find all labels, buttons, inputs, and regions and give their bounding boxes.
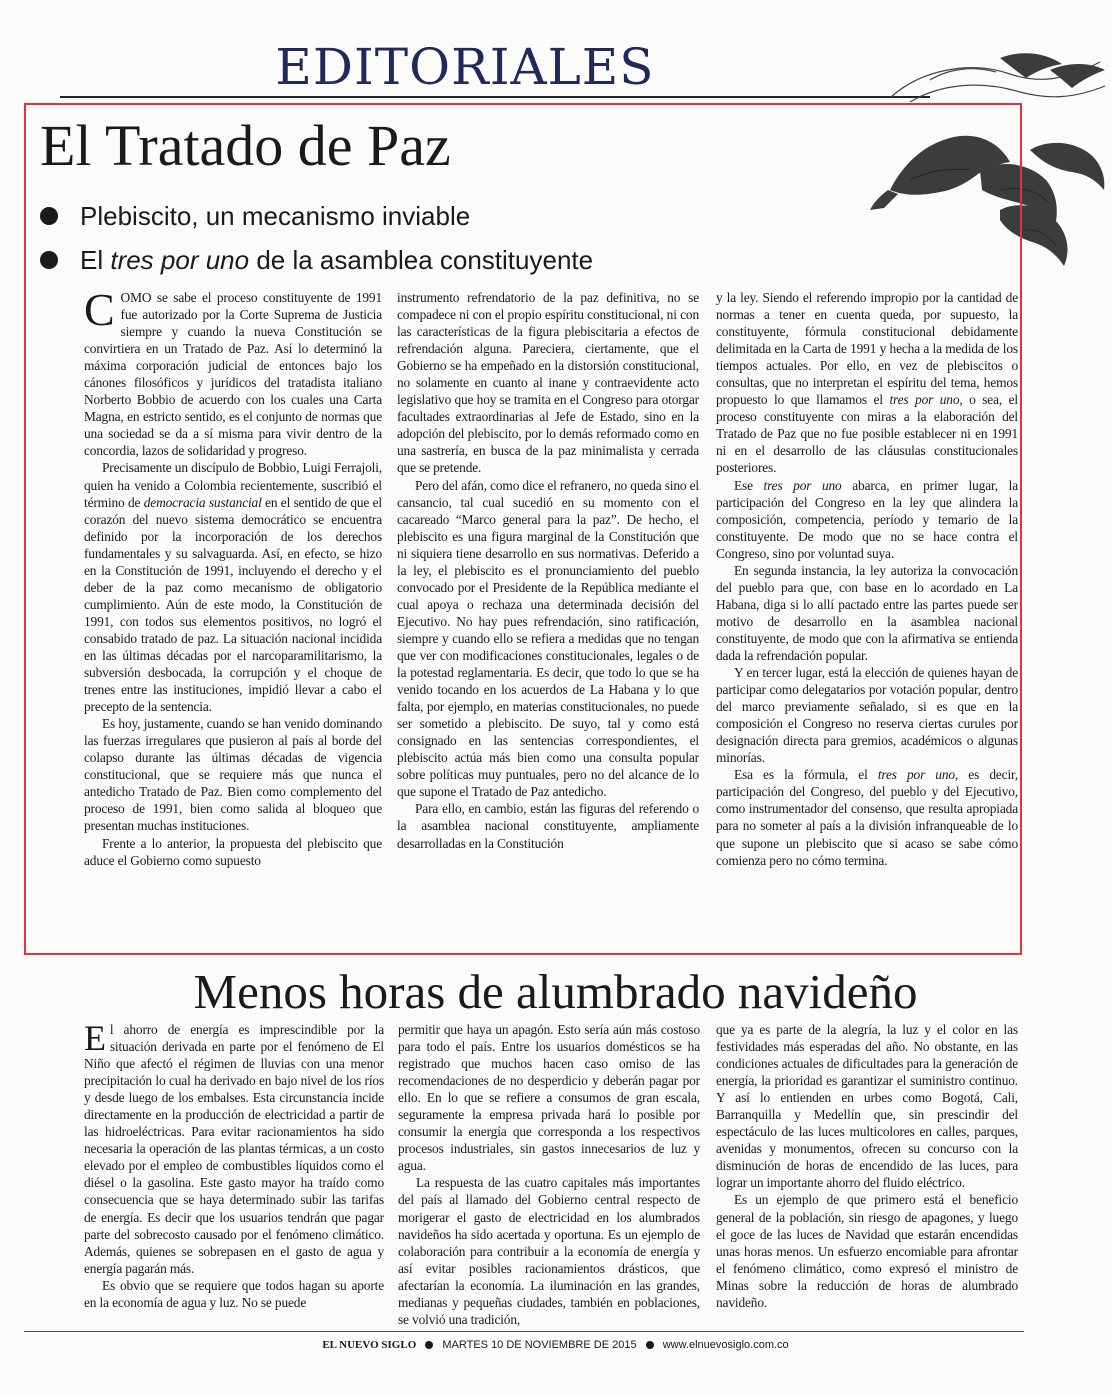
section-masthead: EDITORIALES xyxy=(275,38,655,96)
editorial-column-3 xyxy=(716,289,1018,869)
publication-date: MARTES 10 DE NOVIEMBRE DE 2015 xyxy=(442,1339,637,1351)
editorial-title: El Tratado de Paz xyxy=(40,113,451,178)
paragraph: Es obvio que se requiere que todos hagan su aporte en la economía de agua y luz. No se puede xyxy=(84,1277,384,1310)
drop-cap: E xyxy=(84,1018,106,1058)
paragraph: Frente a lo anterior, la propuesta del plebiscito que aduce el Gobierno como supuesto xyxy=(84,835,382,868)
masthead-rule xyxy=(60,96,930,98)
editorial-column-3 xyxy=(716,1021,1018,1311)
bullet-icon xyxy=(646,1341,654,1349)
editorial-subheads xyxy=(40,194,593,282)
paragraph: El ahorro de energía es imprescindible por la situación derivada en parte por el fenómeno de El Niño que afectó el régimen de lluvias con una menor precipitación lo cual ha derivado en bajo nivel de los ríos y desde luego de los embalses. Esta circunstancia incide directamente en la producción de electricidad a partir de las hidroeléctricas. Para evitar racionamientos ha sido necesaria la operación de las plantas térmicas, a un costo elevado por el empleo de combustibles líquidos como el diésel o la gasolina. Este gasto mayor ha traído como consecuencia que se haya determinado subir las tarifas de energía. Es decir que los usuarios tendrán que pagar parte del sobrecosto causado por el fenómeno climático. Además, quienes se sobrepasen en el gasto de agua y energía pagarán más. xyxy=(84,1018,384,1276)
website-link[interactable]: www.elnuevosiglo.com.co xyxy=(662,1339,789,1351)
paragraph: Esa es la fórmula, el tres por uno, es decir, participación del Congreso, del pueblo y del Ejecutivo, como instrumentador del consenso, que resulta apropiada para no someter al país a la división infranqueable de lo que supone un plebiscito que si acaso se sabe cómo comienza pero no cómo termina. xyxy=(716,767,1018,868)
paragraph: Pero del afán, como dice el refranero, no queda sino el cansancio, tal cual sucedió en su momento con el cacareado “Marco general para la paz”. De hecho, el plebiscito es una figura marginal de la Constitución que ni siquiera tiene desarrollo en sus normativas. Deferido a la ley, el plebiscito es el pronunciamiento del pueblo convocado por el Presidente de la República mediante el cual apoya o rechaza una determinada decisión del Ejecutivo. No hay pues refrendación, sino ratificación, siempre y cuando ello se refiera a medidas que no tengan que ver con modificaciones constitucionales, legales o de la potestad reglamentaria. Es decir, que todo lo que se ha venido tocando en los acuerdos de La Habana y lo que falta, por ejemplo, en materias constitucionales, no puede ser sometido a plebiscito. De suyo, tal y como está consignado en las sentencias correspondientes, el plebiscito actúa más bien como una consulta popular sobre políticas muy puntuales, pero no del alcance de lo que supone el Tratado de Paz antedicho. xyxy=(397,477,699,800)
editorial-column-1 xyxy=(84,284,382,869)
paragraph: Ese tres por uno abarca, en primer lugar, la participación del Congreso en la ley que alindera la composición, competencia, período y temario de la constituyente. De modo que no se hace contra el Congreso, sino por voluntad suya. xyxy=(716,477,1018,561)
subhead-text: Plebiscito, un mecanismo inviable xyxy=(80,200,471,231)
paragraph: y la ley. Siendo el referendo impropio por la cantidad de normas a tener en cuenta queda, por supuesto, la constituyente, fórmula constitucional debidamente delimitada en la Carta de 1991 y hecha a la medida de los tiempos actuales. Por ello, en vez de plebiscitos o consultas, que no interpretan el espíritu del tema, hemos propuesto lo que llamamos el tres por uno, o sea, el proceso constituyente con miras a la elaboración del Tratado de Paz que no fue posible establecer ni en 1991 ni en el desarrollo de las cláusulas constitucionales posteriores. xyxy=(716,290,1018,476)
paragraph: permitir que haya un apagón. Esto sería aún más costoso para todo el país. Entre los usuarios domésticos se ha registrado que muchos hacen caso omiso de las recomendaciones de no desperdicio y deberán pagar por ello. En lo que se refiere a consumos de gran escala, seguramente la empresa privada hará lo posible por consumir la energía que corresponda a los respectivos procesos industriales, sin gastos innecesarios de luz y agua. xyxy=(398,1022,700,1174)
paragraph: En segunda instancia, la ley autoriza la convocación del pueblo para que, con base en lo acordado en La Habana, diga si lo allí pactado entre las partes puede ser motivo de desarrollo en la asamblea nacional constituyente, de modo que con la afirmativa se entienda dada la refrendación popular. xyxy=(716,562,1018,663)
drop-cap: C xyxy=(84,284,115,335)
paragraph: que ya es parte de la alegría, la luz y el color en las festividades más esperadas del año. No obstante, en las condiciones actuales de dificultades para la generación de energía, la prioridad es garantizar el suministro continuo. Y así lo entienden en urbes como Bogotá, Cali, Barranquilla y Medellín que, sin prescindir del espectáculo de las luces multicolores en calles, parques, avenidas y monumentos, ofrecen su concurso con la disminución de horas de encendido de las luces, para lograr un importante ahorro del fluido eléctrico. xyxy=(716,1022,1018,1191)
newspaper-brand: EL NUEVO SIGLO xyxy=(322,1339,417,1351)
paragraph: Es hoy, justamente, cuando se han venido dominando las fuerzas irregulares que pusieron al país al borde del colapso durante las últimas décadas de vigencia constitucional, que se requiere más que nunca el antedicho Tratado de Paz. Bien como complemento del proceso de 1991, bien como salida al bloqueo que presentan muchas instituciones. xyxy=(84,716,382,834)
paragraph: Es un ejemplo de que primero está el beneficio general de la población, sin riesgo de apagones, y luego el goce de las luces de Navidad que estarán encendidas unas horas menos. Un esfuerzo encomiable para afrontar el fenómeno climático, como expresó el ministro de Minas sobre la reducción de horas de alumbrado navideño. xyxy=(716,1192,1018,1310)
editorial-column-1 xyxy=(84,1018,384,1311)
editorial-column-2 xyxy=(398,1021,700,1328)
paragraph: Y en tercer lugar, está la elección de quienes hayan de participar como delegatarios por votación popular, dentro del marco previamente señalado, si es que en la composición el Congreso no reserva ciertas curules por designación directa para gremios, académicos o algunas minorías. xyxy=(716,665,1018,766)
paragraph: Precisamente un discípulo de Bobbio, Luigi Ferrajoli, quien ha venido a Colombia recientemente, suscribió el término de democracia sustancial en el sentido de que el corazón del nuevo sistema democrático se encuentra definido por la incorporación de los derechos fundamentales y su salvaguarda. Así, en efecto, se hizo en la Constitución de 1991, incluyendo el derecho y el deber de la paz como mecanismo de obligatorio cumplimiento. Aún de este modo, la Constitución de 1991, con todos sus elementos positivos, no logró el consabido tratado de paz. La situación nacional incidida en las últimas décadas por el narcoparamilitarismo, la subversión desbocada, la corrupción y el choque de trenes entre las instituciones, impidió llevar a cabo el precepto de la sentencia. xyxy=(84,460,382,715)
bullet-icon xyxy=(425,1341,433,1349)
page-footer xyxy=(0,1339,1111,1351)
paragraph: Para ello, en cambio, están las figuras del referendo o la asamblea nacional constituyente, ampliamente desarrolladas en la Constitución xyxy=(397,801,699,851)
footer-rule xyxy=(24,1331,1024,1332)
bullet-icon xyxy=(40,251,58,269)
subhead-text: El tres por uno de la asamblea constituyente xyxy=(80,244,594,275)
editorial-column-2 xyxy=(397,289,699,852)
editorial-title: Menos horas de alumbrado navideño xyxy=(193,964,918,1019)
paragraph: COMO se sabe el proceso constituyente de 1991 fue autorizado por la Corte Suprema de Justicia siempre y cuando la nueva Constitución se convirtiera en un Tratado de Paz. Así lo determinó la máxima corporación judicial de entonces bajo los cánones filosóficos y jurídicos del tratadista italiano Norberto Bobbio de acuerdo con los cuales una Carta Magna, en estricto sentido, es el conjunto de normas que una sociedad se da a sí misma para vivir dentro de la concordia, lazos de solidaridad y progreso. xyxy=(84,284,382,459)
paragraph: La respuesta de las cuatro capitales más importantes del país al llamado del Gobierno central respecto de morigerar el gasto de electricidad en los alumbrados navideños ha sido acertada y oportuna. Es un ejemplo de colaboración para contribuir a la economía de energía y así evitar posibles racionamientos drásticos, que afectarían la economía. La iluminación en las grandes, medianas y pequeñas ciudades, también en poblaciones, se volvió una tradición, xyxy=(398,1175,700,1327)
paragraph: instrumento refrendatorio de la paz definitiva, no se compadece ni con el propio espíritu constitucional, ni con las características de la figura plebiscitaria a efectos de refrendación alguna. Pareciera, ciertamente, que el Gobierno se ha empeñado en la distorsión constitucional, no solamente en cuanto al inane y contraevidente acto legislativo que hoy se tramita en el Congreso para otorgar facultades extraordinarias al Jefe de Estado, sino en la adopción del plebiscito, por lo demás reformado como en una sastrería, en busca de la paz minimalista y cerrada que se pretende. xyxy=(397,290,699,476)
bullet-icon xyxy=(40,207,58,225)
subhead-item xyxy=(40,238,593,282)
subhead-item xyxy=(40,194,593,238)
